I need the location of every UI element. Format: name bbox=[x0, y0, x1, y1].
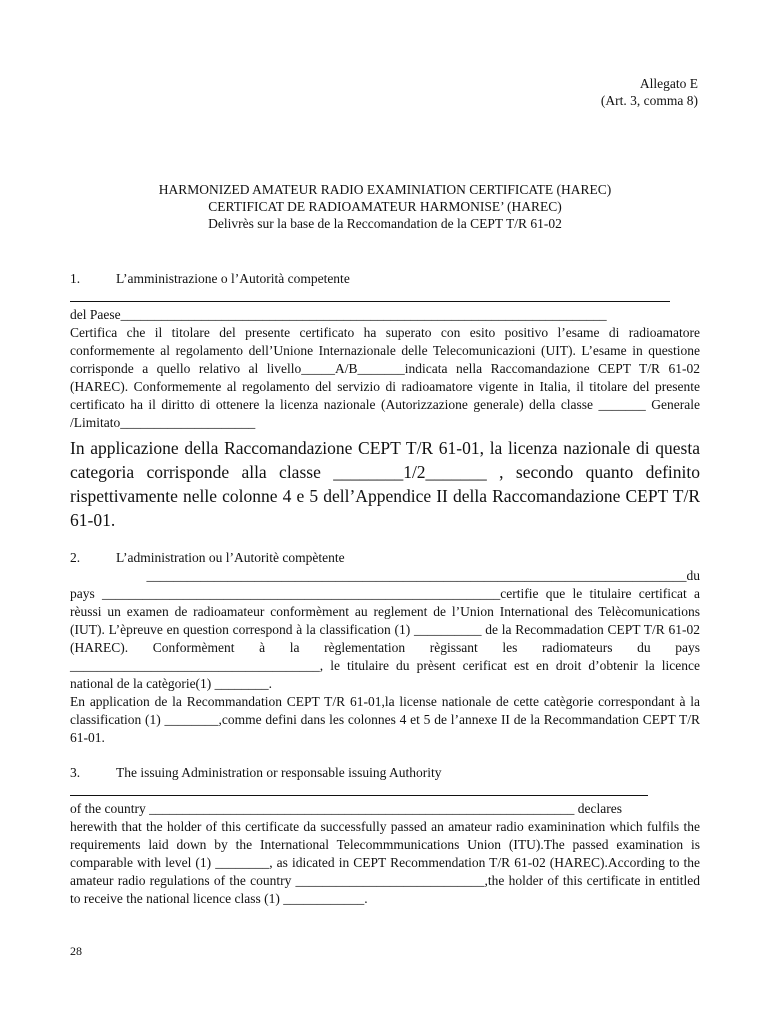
section-3-heading: 3. The issuing Administration or responsable issuing Authority bbox=[70, 765, 442, 780]
annex-reference bbox=[601, 75, 698, 109]
section-1-authority-line bbox=[70, 301, 670, 302]
header-title-fr: CERTIFICAT DE RADIOAMATEUR HARMONISE’ (HAREC) bbox=[208, 199, 562, 214]
section-3-country-line: of the country _______________________________________________________________ declares bbox=[70, 801, 622, 816]
section-3-body: herewith that the holder of this certificate da successfully passed an amateur radio examinination which fulfils the requirements laid down by the International Telecommmunications Union (ITU).The passed examination is comparable with level (1) ________, as idicated in CEPT Recommendation T/R 61-02 (HAREC).According to the amateur radio regulations of the country ____________________________,the holder of this certificate in entitled to receive the national licence class (1) ____________. bbox=[70, 819, 700, 906]
section-2-du-line: ________________________________________________________________________________du bbox=[146, 568, 700, 583]
section-1-body: Certifica che il titolare del presente certificato ha superato con esito positivo l’esame di radioamatore conformemente al regolamento dell’Unione Internazionale delle Telecomunicazioni (UIT). L’esame in questione corrisponde a quello relativo al livello_____A/B_______indicata nella Raccomandazione CEPT T/R 61-02 (HAREC). Conformemente al regolamento del servizio di radioamatore vigente in Italia, il titolare del presente certificato ha il diritto di ottenere la licenza nazionale (Autorizzazione generale) della classe _______ Generale /Limitato____________________ bbox=[70, 325, 700, 430]
header-title-en: HARMONIZED AMATEUR RADIO EXAMINIATION CERTIFICATE (HAREC) bbox=[158, 182, 612, 197]
article-reference: (Art. 3, comma 8) bbox=[600, 93, 698, 108]
page-number: 28 bbox=[70, 944, 82, 958]
section-2 bbox=[70, 549, 700, 747]
certificate-header bbox=[0, 181, 770, 232]
annex-label: Allegato E bbox=[639, 76, 698, 91]
section-3 bbox=[70, 764, 700, 908]
section-1-large-text: In applicazione della Raccomandazione CEPT T/R 61-01, la licenza nazionale di questa categoria corrisponde alla classe ________1/2_______ , secondo quanto definito rispettivamente nelle colonne 4 e 5 dell’Appendice II della Raccomandazione CEPT T/R 61-01. bbox=[70, 438, 700, 530]
section-2-heading: 2. L’administration ou l’Autoritè compètente bbox=[70, 550, 345, 565]
header-subtitle: Delivrès sur la base de la Reccomandation de la CEPT T/R 61-02 bbox=[208, 216, 562, 231]
section-2-body: pays ___________________________________________________________certifie que le titulaire certificat a rèussi un examen de radioamateur conformèment au reglement de l’Union International des Telècomunications (IUT). L’èpreuve en question correspond à la classification (1) __________ de la Recommadation CEPT T/R 61-02 (HAREC). Conformèment à la règlementation règissant les radiomateurs du pays _____________________________________, le titulaire du prèsent cerificat est en droit d’obtenir la licence national de la catègorie(1) ________. bbox=[70, 586, 700, 691]
section-3-authority-line bbox=[70, 795, 648, 796]
section-1-heading: 1. L’amministrazione o l’Autorità competente bbox=[70, 271, 350, 286]
section-1 bbox=[70, 270, 700, 532]
section-2-body-2: En application de la Recommandation CEPT T/R 61-01,la license nationale de cette catègorie correspondant à la classification (1) ________,comme defini dans les colonnes 4 et 5 de l’annexe II de la Recommandation CEPT T/R 61-01. bbox=[70, 694, 700, 745]
section-1-paese-line: del Paese________________________________________________________________________ bbox=[70, 307, 607, 322]
